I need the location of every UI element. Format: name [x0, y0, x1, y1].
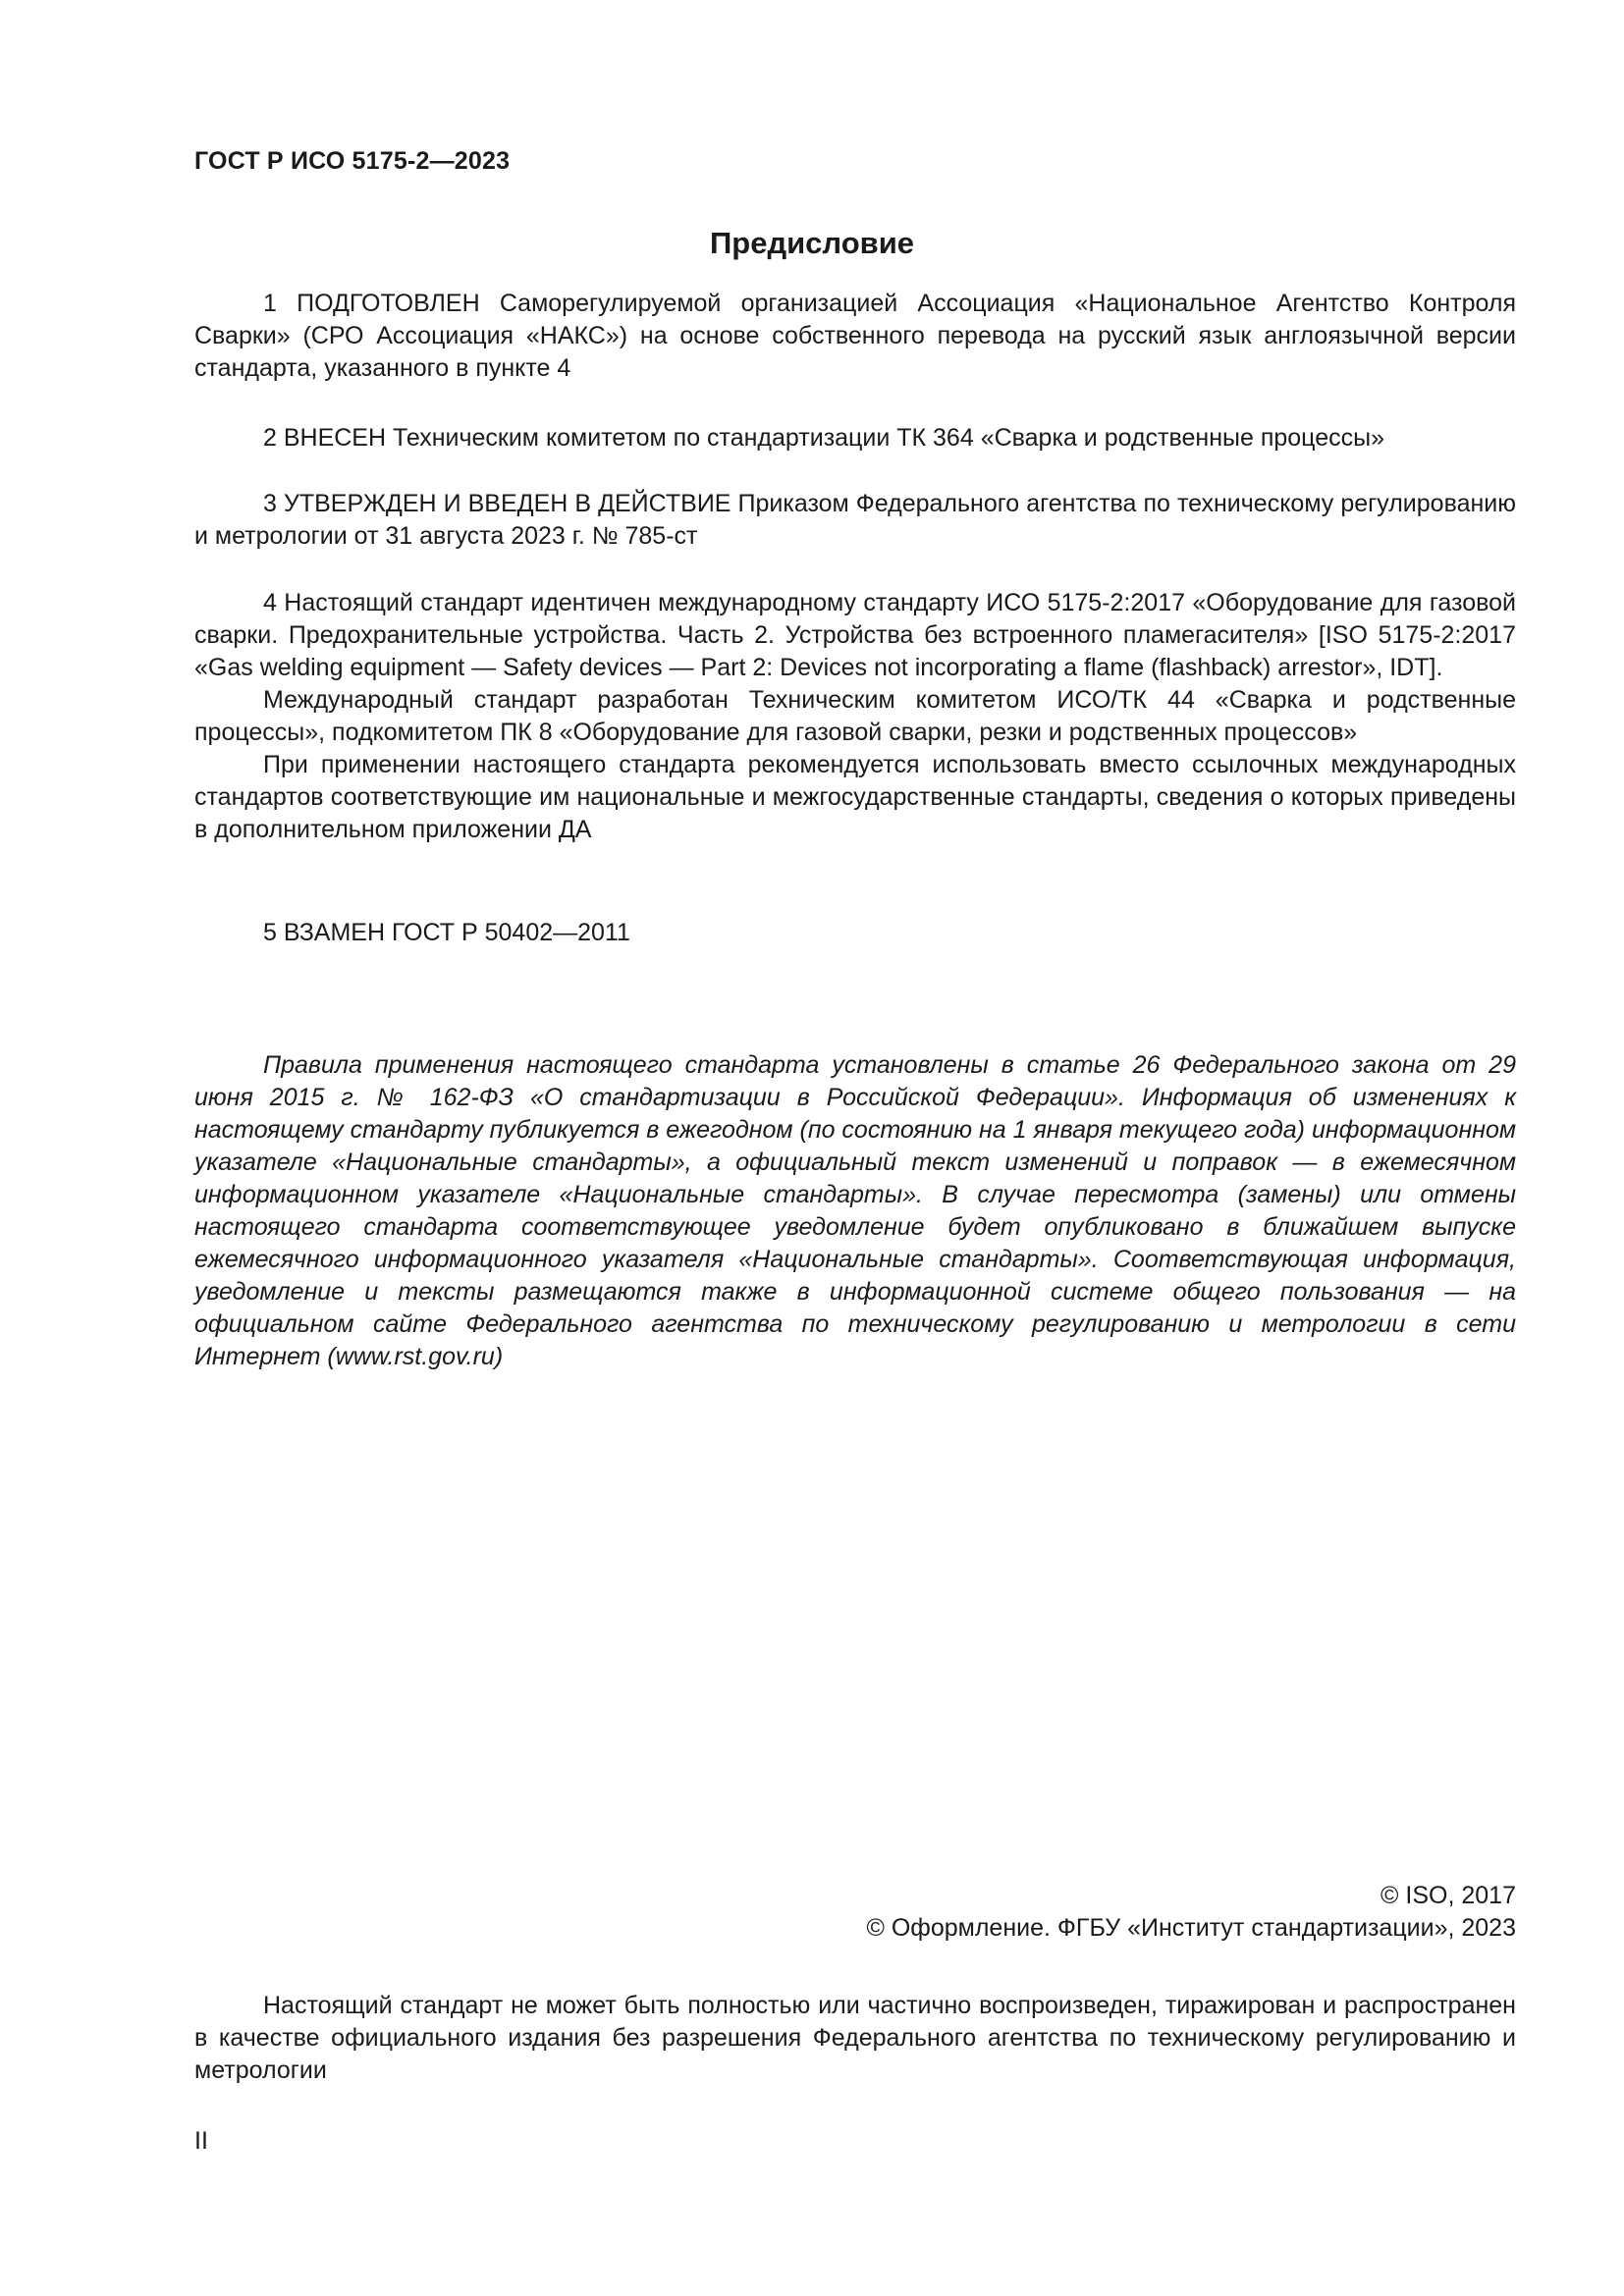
page-number: II [194, 2127, 208, 2155]
foreword-title: Предисловие [709, 226, 914, 260]
foreword-item-1 [194, 288, 1516, 385]
foreword-item-1-text: 1 ПОДГОТОВЛЕН Саморегулируемой организацией Ассоциация «Национальное Агентство Контроля Сварки» (СРО Ассоциация «НАКС») на основе собственного перевода на русский язык англоязычной версии стандарта, указанного в пункте 4 [194, 290, 1516, 382]
document-code-header: ГОСТ Р ИСО 5175-2—2023 [194, 147, 511, 175]
foreword-item-2-text: 2 ВНЕСЕН Техническим комитетом по стандартизации ТК 364 «Сварка и родственные процессы» [263, 424, 1384, 452]
foreword-item-4-text: 4 Настоящий стандарт идентичен международному стандарту ИСО 5175-2:2017 «Оборудование для газовой сварки. Предохранительные устройства. Часть 2. Устройства без встроенного пламегасителя» [ISO 5175-2:2017 «Gas welding equipment — Safety devices — Part 2: Devices not incorporating a flame (flashback) arrestor», IDT]. [194, 589, 1516, 681]
rules-note [194, 1049, 1516, 1373]
copyright-design: © Оформление. ФГБУ «Институт стандартизации», 2023 [866, 1914, 1516, 1942]
foreword-item-4-references-note: При применении настоящего стандарта рекомендуется использовать вместо ссылочных международных стандартов соответствующие им национальные и межгосударственные стандарты, сведения о которых приведены в дополнительном приложении ДА [194, 751, 1516, 843]
foreword-item-2 [194, 422, 1516, 454]
foreword-item-4-iso-note: Международный стандарт разработан Техническим комитетом ИСО/ТК 44 «Сварка и родственные процессы», подкомитетом ПК 8 «Оборудование для газовой сварки, резки и родственных процессов» [194, 686, 1516, 746]
foreword-item-5 [194, 917, 1516, 949]
foreword-item-3 [194, 488, 1516, 553]
foreword-item-5-text: 5 ВЗАМЕН ГОСТ Р 50402—2011 [263, 919, 630, 946]
foreword-item-3-text: 3 УТВЕРЖДЕН И ВВЕДЕН В ДЕЙСТВИЕ Приказом Федерального агентства по техническому регулированию и метрологии от 31 августа 2023 г. № 785-ст [194, 490, 1516, 550]
rules-note-text: Правила применения настоящего стандарта установлены в статье 26 Федерального закона от 29 июня 2015 г. № 162-ФЗ «О стандартизации в Российской Федерации». Информация об изменениях к настоящему стандарту публикуется в ежегодном (по состоянию на 1 января текущего года) информационном указателе «Национальные стандарты», а официальный текст изменений и поправок — в ежемесячном информационном указателе «Национальные стандарты». В случае пересмотра (замены) или отмены настоящего стандарта соответствующее уведомление будет опубликовано в ближайшем выпуске ежемесячного информационного указателя «Национальные стандарты». Соответствующая информация, уведомление и тексты размещаются также в информационной системе общего пользования — на официальном сайте Федерального агентства по техническому регулированию и метрологии в сети Интернет (www.rst.gov.ru) [194, 1051, 1517, 1370]
reproduction-notice [194, 1990, 1516, 2087]
copyright-iso: © ISO, 2017 [1380, 1882, 1516, 1909]
foreword-item-4 [194, 587, 1516, 846]
reproduction-notice-text: Настоящий стандарт не может быть полностью или частично воспроизведен, тиражирован и распространен в качестве официального издания без разрешения Федерального агентства по техническому регулированию и метрологии [194, 1992, 1516, 2084]
copyright-block [866, 1880, 1516, 1945]
